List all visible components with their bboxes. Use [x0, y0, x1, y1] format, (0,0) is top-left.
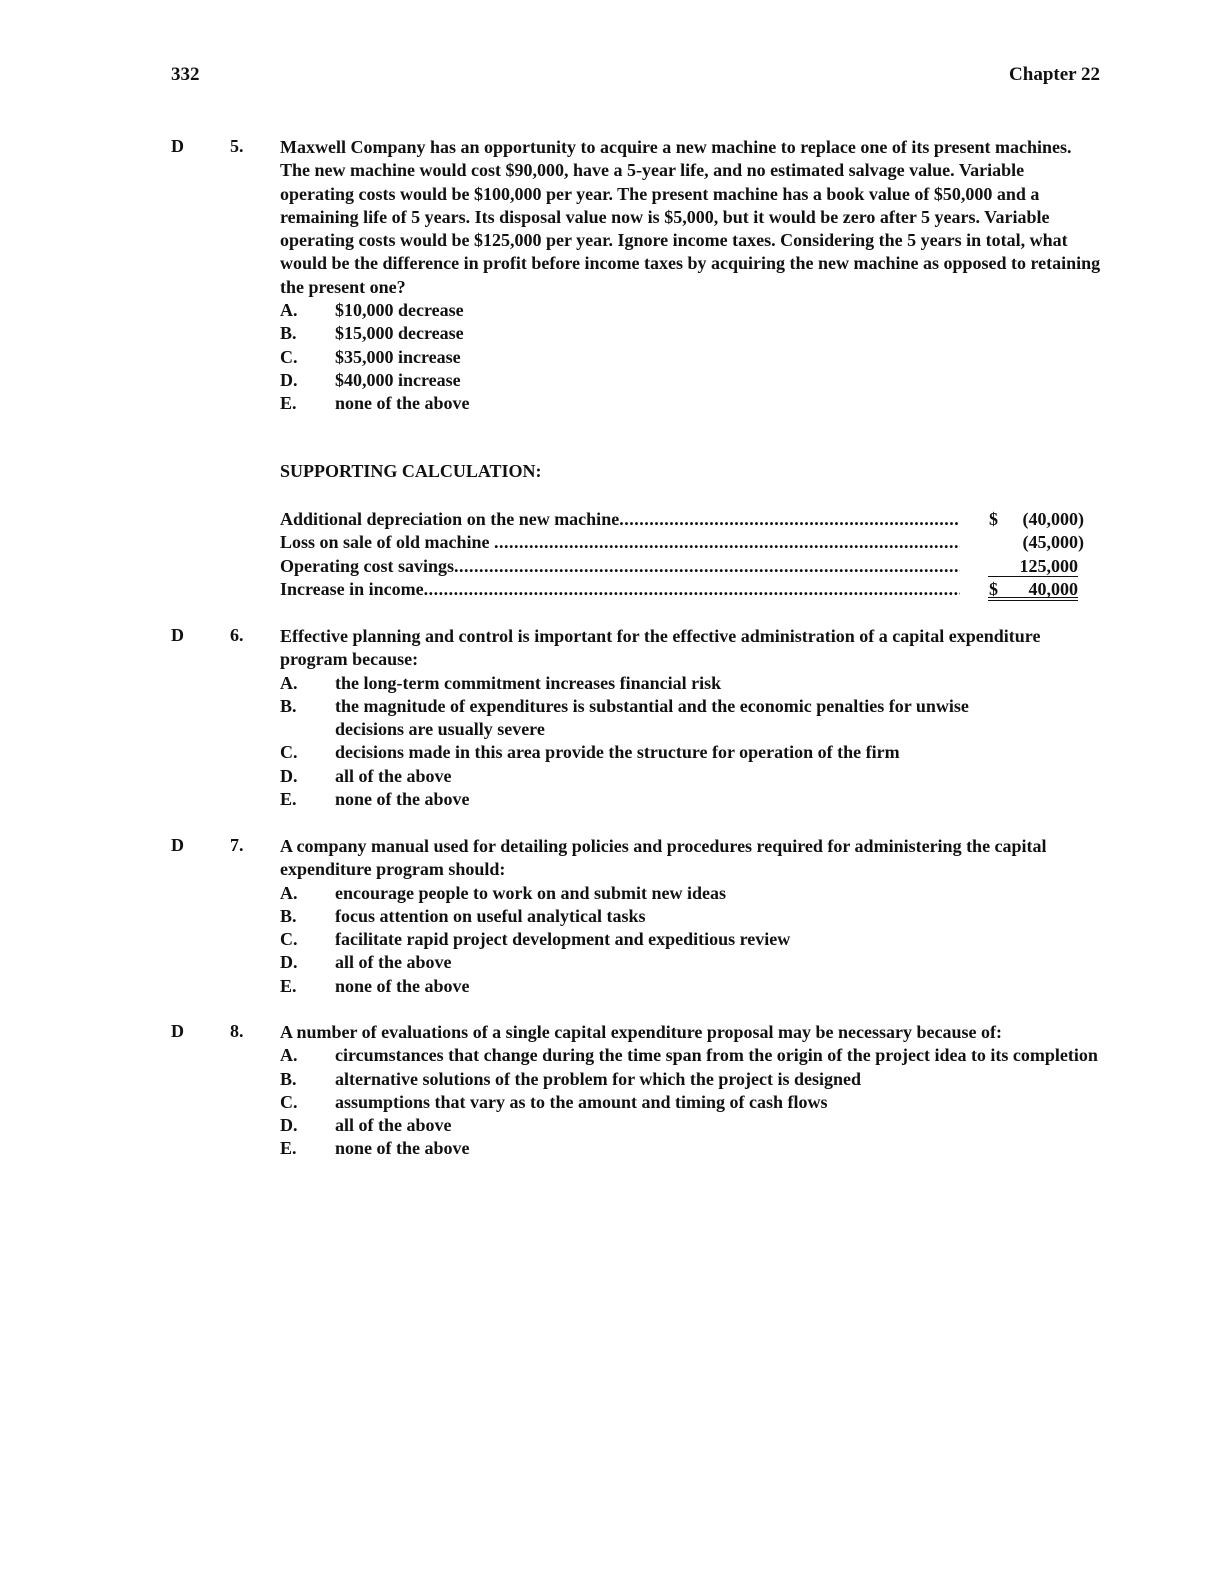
calc-label: Increase in income ..... [280, 578, 960, 601]
choice-e [280, 788, 1101, 811]
question-text: Maxwell Company has an opportunity to acquire a new machine to replace one of its present machines. The new machine would cost $90,000, have a 5-year life, and no estimated salvage value. Variable operating costs would be $100,000 per year. The present machine has a book value of $50,000 and a remaining life of 5 years. Its disposal value now is $5,000, but it would be zero after 5 years. Variable operating costs would be $125,000 per year. Ignore income taxes. Considering the 5 years in total, what would be the difference in profit before income taxes by acquiring the new machine as opposed to retaining the present one? [280, 137, 1101, 297]
choice-text: $15,000 decrease [335, 323, 464, 344]
choice-d [280, 765, 1101, 788]
choice-text: facilitate rapid project development and expeditious review [335, 929, 791, 950]
question-number: 7. [230, 835, 244, 855]
question-answer-key: D [171, 835, 184, 855]
choice-c [280, 346, 1101, 369]
choice-b [280, 695, 1101, 742]
choice-letter: D. [280, 952, 298, 973]
supporting-calculation-table [280, 508, 1090, 601]
page-number: 332 [171, 64, 200, 85]
choice-letter: E. [280, 789, 297, 810]
choice-text: all of the above [335, 1115, 452, 1136]
choice-a [280, 882, 1101, 905]
choice-letter: D. [280, 369, 298, 390]
calc-row [280, 531, 1090, 554]
choice-letter: B. [280, 695, 297, 716]
choice-letter: B. [280, 1068, 297, 1089]
choice-letter: B. [280, 323, 297, 344]
choice-letter: D. [280, 1115, 298, 1136]
choice-letter: D. [280, 765, 298, 786]
choice-text: circumstances that change during the time span from the origin of the project idea to its completion [335, 1045, 1098, 1066]
calc-amount: (40,000) [1022, 509, 1084, 529]
calc-dollar-sign: $ [989, 509, 998, 529]
choice-d [280, 951, 1101, 974]
question-7 [171, 835, 1101, 998]
choice-text: none of the above [335, 393, 470, 414]
choice-d [280, 1114, 1101, 1137]
choice-text: $10,000 decrease [335, 300, 464, 321]
choice-text: decisions made in this area provide the structure for operation of the firm [335, 742, 900, 763]
question-number: 5. [230, 136, 244, 156]
choice-text: the long-term commitment increases financial risk [335, 672, 722, 693]
calc-row [280, 555, 1090, 578]
choice-d [280, 369, 1101, 392]
calc-amount: 40,000 [1028, 578, 1078, 599]
choice-a [280, 672, 1101, 695]
choice-c [280, 928, 1101, 951]
choice-text: all of the above [335, 952, 452, 973]
question-text: A number of evaluations of a single capital expenditure proposal may be necessary because of: [280, 1022, 1003, 1042]
subtotal-underline [988, 576, 1078, 577]
question-6 [171, 625, 1101, 811]
question-text: Effective planning and control is important for the effective administration of a capital expenditure program because: [280, 626, 1041, 670]
choice-c [280, 741, 1101, 764]
choice-e [280, 1137, 1101, 1160]
calc-row [280, 508, 1090, 531]
choice-letter: C. [280, 929, 298, 950]
calc-label: Operating cost savings ..... [280, 555, 960, 578]
choice-a [280, 1044, 1101, 1067]
choice-text: $40,000 increase [335, 369, 461, 390]
choice-letter: A. [280, 300, 298, 321]
choice-letter: E. [280, 393, 297, 414]
question-number: 8. [230, 1021, 244, 1041]
choice-text: none of the above [335, 1138, 470, 1159]
choice-letter: C. [280, 1091, 298, 1112]
total-double-underline [988, 597, 1078, 601]
choice-b [280, 322, 1101, 345]
choice-text: none of the above [335, 975, 470, 996]
chapter-title: Chapter 22 [1009, 64, 1100, 85]
calc-row [280, 578, 1090, 601]
choice-letter: A. [280, 672, 298, 693]
calc-label: Additional depreciation on the new machine ..... [280, 508, 960, 531]
choice-text: assumptions that vary as to the amount and timing of cash flows [335, 1091, 828, 1112]
question-number: 6. [230, 625, 244, 645]
choice-text: alternative solutions of the problem for which the project is designed [335, 1068, 861, 1089]
choice-letter: E. [280, 975, 297, 996]
choice-a [280, 299, 1101, 322]
choice-b [280, 905, 1101, 928]
choice-text: encourage people to work on and submit new ideas [335, 882, 727, 903]
choice-text: the magnitude of expenditures is substantial and the economic penalties for unwise decisions are usually severe [335, 695, 969, 740]
choice-b [280, 1068, 1101, 1091]
question-answer-key: D [171, 625, 184, 645]
choice-letter: A. [280, 1045, 298, 1066]
question-8 [171, 1021, 1101, 1161]
choice-text: all of the above [335, 765, 452, 786]
calc-amount: 125,000 [1019, 555, 1078, 576]
choice-e [280, 392, 1101, 415]
choice-letter: C. [280, 346, 298, 367]
choice-text: none of the above [335, 789, 470, 810]
question-5 [171, 136, 1101, 416]
choice-c [280, 1091, 1101, 1114]
choice-text: focus attention on useful analytical tasks [335, 905, 646, 926]
choice-letter: A. [280, 882, 298, 903]
choice-e [280, 975, 1101, 998]
calc-amount: (45,000) [1022, 532, 1084, 553]
calc-label: Loss on sale of old machine ..... [280, 531, 960, 554]
choice-letter: B. [280, 905, 297, 926]
question-text: A company manual used for detailing policies and procedures required for administering the capital expenditure program should: [280, 836, 1047, 880]
question-answer-key: D [171, 1021, 184, 1041]
question-answer-key: D [171, 136, 184, 156]
choice-text: $35,000 increase [335, 346, 461, 367]
choice-letter: E. [280, 1138, 297, 1159]
page-header [171, 64, 1100, 88]
calc-dollar-sign: $ [989, 578, 998, 599]
choice-letter: C. [280, 742, 298, 763]
supporting-calculation-title: SUPPORTING CALCULATION: [280, 461, 542, 481]
